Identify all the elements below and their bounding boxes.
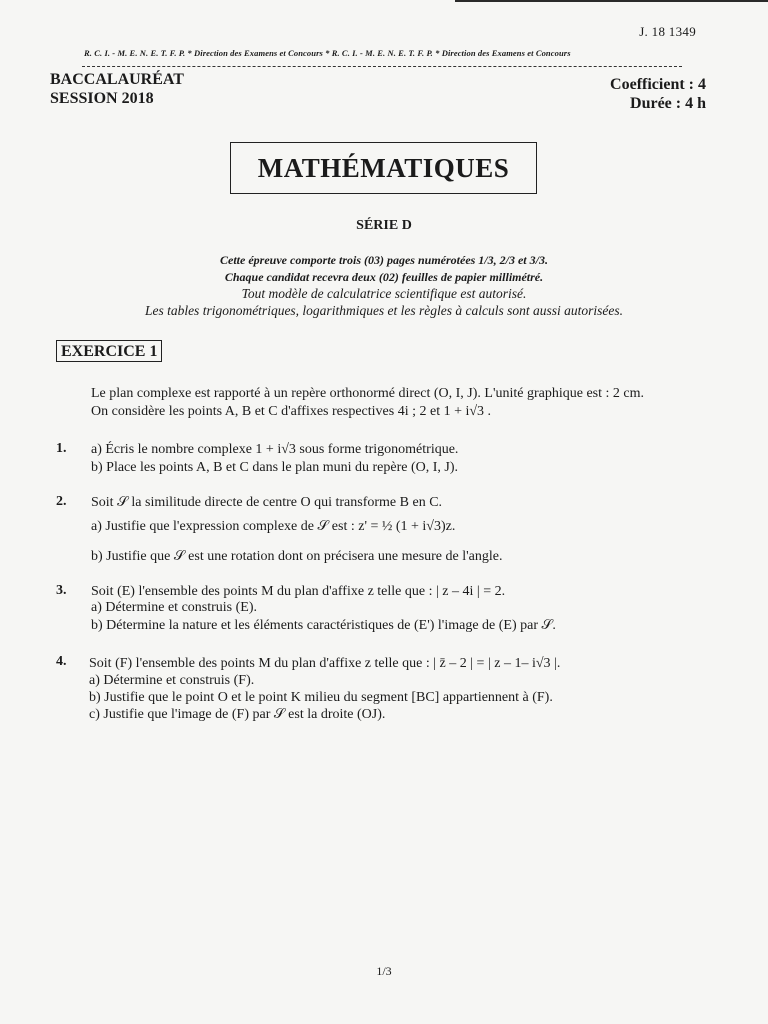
question-line: Soit (E) l'ensemble des points M du plan d'affixe z telle que : | z – 4i | = 2.	[91, 584, 506, 599]
exam-reference: J. 18 1349	[639, 24, 696, 39]
banner-divider	[82, 66, 682, 67]
question-number: 3.	[56, 583, 67, 598]
instruction-calculator: Tout modèle de calculatrice scientifique est autorisé.	[241, 286, 527, 301]
subject-title-box	[230, 142, 537, 194]
exam-header-right	[610, 75, 706, 113]
question-line: a) Écris le nombre complexe 1 + i√3 sous forme trigonométrique.	[91, 442, 459, 457]
session-label: SESSION 2018	[50, 90, 154, 107]
question-line: c) Justifie que l'image de (F) par 𝒮 est la droite (OJ).	[89, 707, 386, 722]
instruction-tables: Les tables trigonométriques, logarithmiques et les règles à calculs sont aussi autorisées.	[144, 303, 624, 318]
question-line: a) Justifie que l'expression complexe de 𝒮 est : z' = ½ (1 + i√3)z.	[91, 519, 456, 534]
question-line: b) Justifie que le point O et le point K milieu du segment [BC] appartiennent à (F).	[89, 690, 553, 705]
coefficient-label: Coefficient : 4	[610, 76, 706, 93]
exam-header-left	[50, 70, 184, 108]
exercise-intro-line: Le plan complexe est rapporté à un repère orthonormé direct (O, I, J). L'unité graphique est : 2 cm.	[91, 386, 644, 401]
exercise-label: EXERCICE 1	[56, 340, 162, 362]
subject-title: MATHÉMATIQUES	[257, 152, 510, 183]
instruction-pages: Cette épreuve comporte trois (03) pages numérotées 1/3, 2/3 et 3/3.	[220, 253, 548, 267]
ministry-banner: R. C. I. - M. E. N. E. T. F. P. * Direction des Examens et Concours * R. C. I. - M. E. N. E. T. F. P. * Direction des Examens et Concours	[84, 48, 571, 58]
question-number: 4.	[56, 654, 67, 669]
baccalaureat-label: BACCALAURÉAT	[50, 71, 184, 88]
question-line: a) Détermine et construis (F).	[89, 673, 255, 688]
instruction-paper: Chaque candidat recevra deux (02) feuilles de papier millimétré.	[224, 270, 544, 284]
question-line: Soit (F) l'ensemble des points M du plan d'affixe z telle que : | z̄ – 2 | = | z – 1– i√3 |.	[89, 656, 561, 671]
question-line: a) Détermine et construis (E).	[91, 600, 257, 615]
question-line: b) Place les points A, B et C dans le plan muni du repère (O, I, J).	[91, 460, 459, 475]
scan-top-edge	[455, 0, 768, 2]
question-line: b) Détermine la nature et les éléments caractéristiques de (E') l'image de (E) par 𝒮.	[91, 618, 556, 633]
exercise-intro-line: On considère les points A, B et C d'affixes respectives 4i ; 2 et 1 + i√3 .	[91, 404, 492, 419]
serie-label: SÉRIE D	[356, 218, 412, 233]
question-line: b) Justifie que 𝒮 est une rotation dont on précisera une mesure de l'angle.	[91, 549, 503, 564]
page-number: 1/3	[376, 964, 392, 978]
question-number: 2.	[56, 494, 67, 509]
duration-label: Durée : 4 h	[630, 95, 706, 112]
question-number: 1.	[56, 441, 67, 456]
question-line: Soit 𝒮 la similitude directe de centre O qui transforme B en C.	[91, 495, 443, 510]
